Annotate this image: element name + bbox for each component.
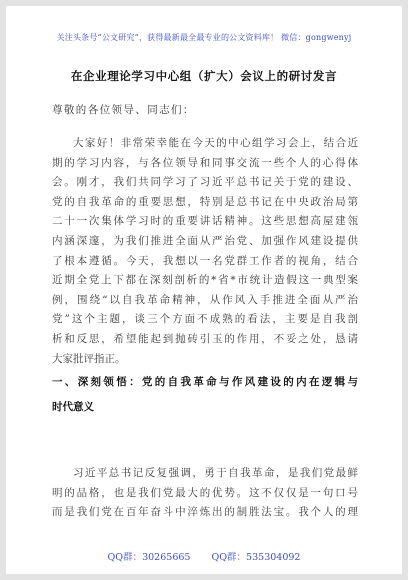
document-page [6,6,402,574]
document-title: 在企业理论学习中心组（扩大）会议上的研讨发言 [70,69,338,83]
qq-group-2: QQ群：535304092 [211,552,301,563]
text-line: 党”这个主题，谈三个方面不成熟的看法，主要是自我剖 [52,313,358,326]
text-line: 而是我们党在百年奋斗中淬炼出的制胜法宝。我个人的理 [52,506,358,519]
heading-line: 时代意义 [52,401,94,413]
text-line: 会。刚才，我们共同学习了习近平总书记关于党的建设、 [52,176,358,189]
text-line: 析和反思，希望能起到抛砖引玉的作用，不妥之处，恳请 [52,332,358,345]
text-line: 内涵深邃，为我们推进全面从严治党、加强作风建设提供 [52,234,358,247]
heading-line: 一、深刻领悟：党的自我革命与作风建设的内在逻辑与 [52,376,358,388]
promo-banner: 关注头条号“公文研究”，获得最新最全最专业的公文资料库！ 微信：gongwenyj [56,33,352,42]
body-paragraph-1 [52,134,358,369]
qq-group-1: QQ群：30265665 [107,552,191,563]
body-paragraph-2 [52,464,358,523]
text-line: 习近平总书记反复强调，勇于自我革命，是我们党最鲜 [73,467,358,479]
text-line: 期的学习内容，与各位领导和同事交流一些个人的心得体 [52,156,358,169]
text-line: 例，围绕“以自我革命精神，从作风入手推进全面从严治 [52,293,358,306]
text-line: 大家好！非常荣幸能在今天的中心组学习会上，结合近 [73,137,358,149]
text-line: 明的品格，也是我们党最大的优势。这不仅仅是一句口号 [52,486,358,499]
text-line: 了根本遵循。今天，我想以一名党群工作者的视角，结合 [52,254,358,267]
page-footer [6,549,402,563]
text-line: 党的自我革命的重要思想，特别是总书记在中央政治局第 [52,195,358,208]
salutation: 尊敬的各位领导、同志们： [52,104,195,116]
text-line: 二十一次集体学习时的重要讲话精神。这些思想高屋建瓴 [52,215,358,228]
section-heading-1 [52,370,358,420]
text-line: 近期全党上下都在深刻剖析的*省*市统计造假这一典型案 [52,274,358,287]
text-line: 大家批评指正。 [52,352,126,365]
